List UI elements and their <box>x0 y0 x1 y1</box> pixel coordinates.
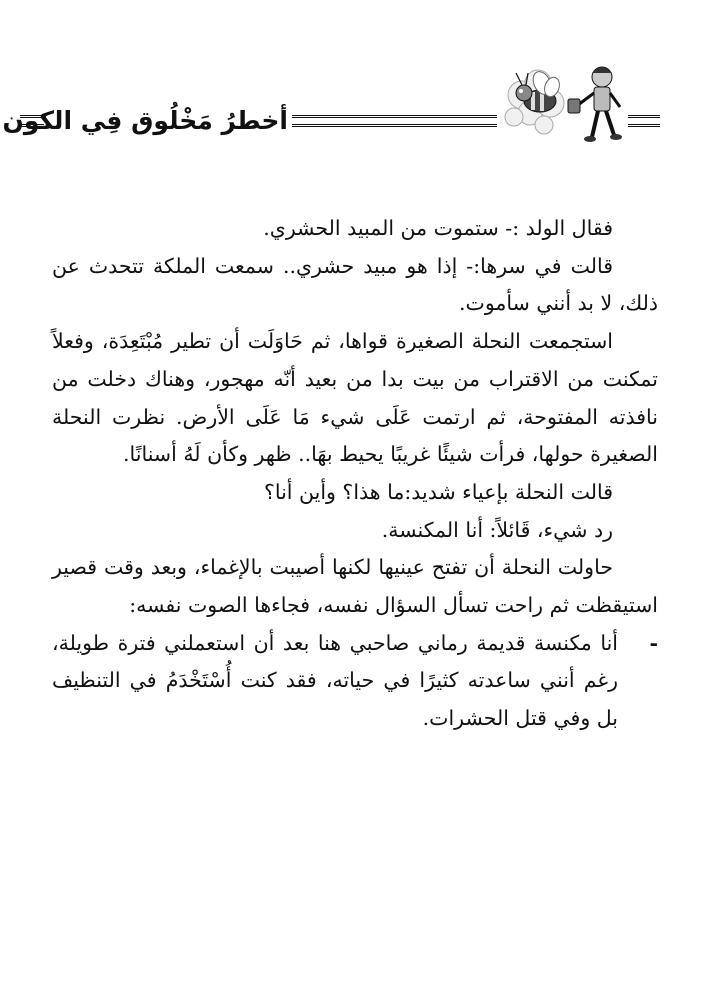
decorative-rule-right <box>628 115 660 127</box>
story-text <box>52 210 658 738</box>
paragraph: رد شيء، قَائلاً: أنا المكنسة. <box>381 517 613 542</box>
page-header <box>0 55 720 155</box>
bee-and-boy-illustration-icon <box>500 55 630 155</box>
paragraph: قالت في سرها:- إذا هو مبيد حشري.. سمعت الملكة تتحدث عن ذلك، لا بد أنني سأموت. <box>52 253 658 316</box>
paragraph: حاولت النحلة أن تفتح عينيها لكنها أصيبت بالإغماء، وبعد وقت قصير استيقظت ثم راحت تسأل السؤال نفسه، فجاءها الصوت نفسه: <box>52 555 658 618</box>
paragraph: فقال الولد :- ستموت من المبيد الحشري. <box>263 216 613 240</box>
book-title: أخطرُ مَخْلُوق فِي الكون <box>2 106 288 135</box>
paragraph: استجمعت النحلة الصغيرة قواها، ثم حَاوَلَت أن تطير مُبْتَعِدَة، وفعلاً تمكنت من الاقتراب من بيت بدا من بعيد أنّه مهجور، وهناك دخلت من نافذته المفتوحة، ثم ارتمت عَلَى شيء مَا عَلَى الأرض. نظرت النحلة الصغيرة حولها، فرأت شيئًا غريبًا يحيط بهَا.. ظهر وكأن لَهُ أسنانًا. <box>52 329 658 467</box>
paragraph: قالت النحلة بإعياء شديد:ما هذا؟ وأين أنا؟ <box>263 479 613 504</box>
decorative-rule-middle <box>292 115 497 127</box>
list-item-text: أنا مكنسة قديمة رماني صاحبي هنا بعد أن استعملني فترة طويلة، رغم أنني ساعدته كثيرًا في حياته، فقد كنت أُسْتَخْدَمُ في التنظيف بل وفي قتل الحشرات. <box>52 630 618 731</box>
boy-icon <box>568 67 622 142</box>
list-item <box>52 625 658 738</box>
list-bullet: - <box>649 630 658 655</box>
